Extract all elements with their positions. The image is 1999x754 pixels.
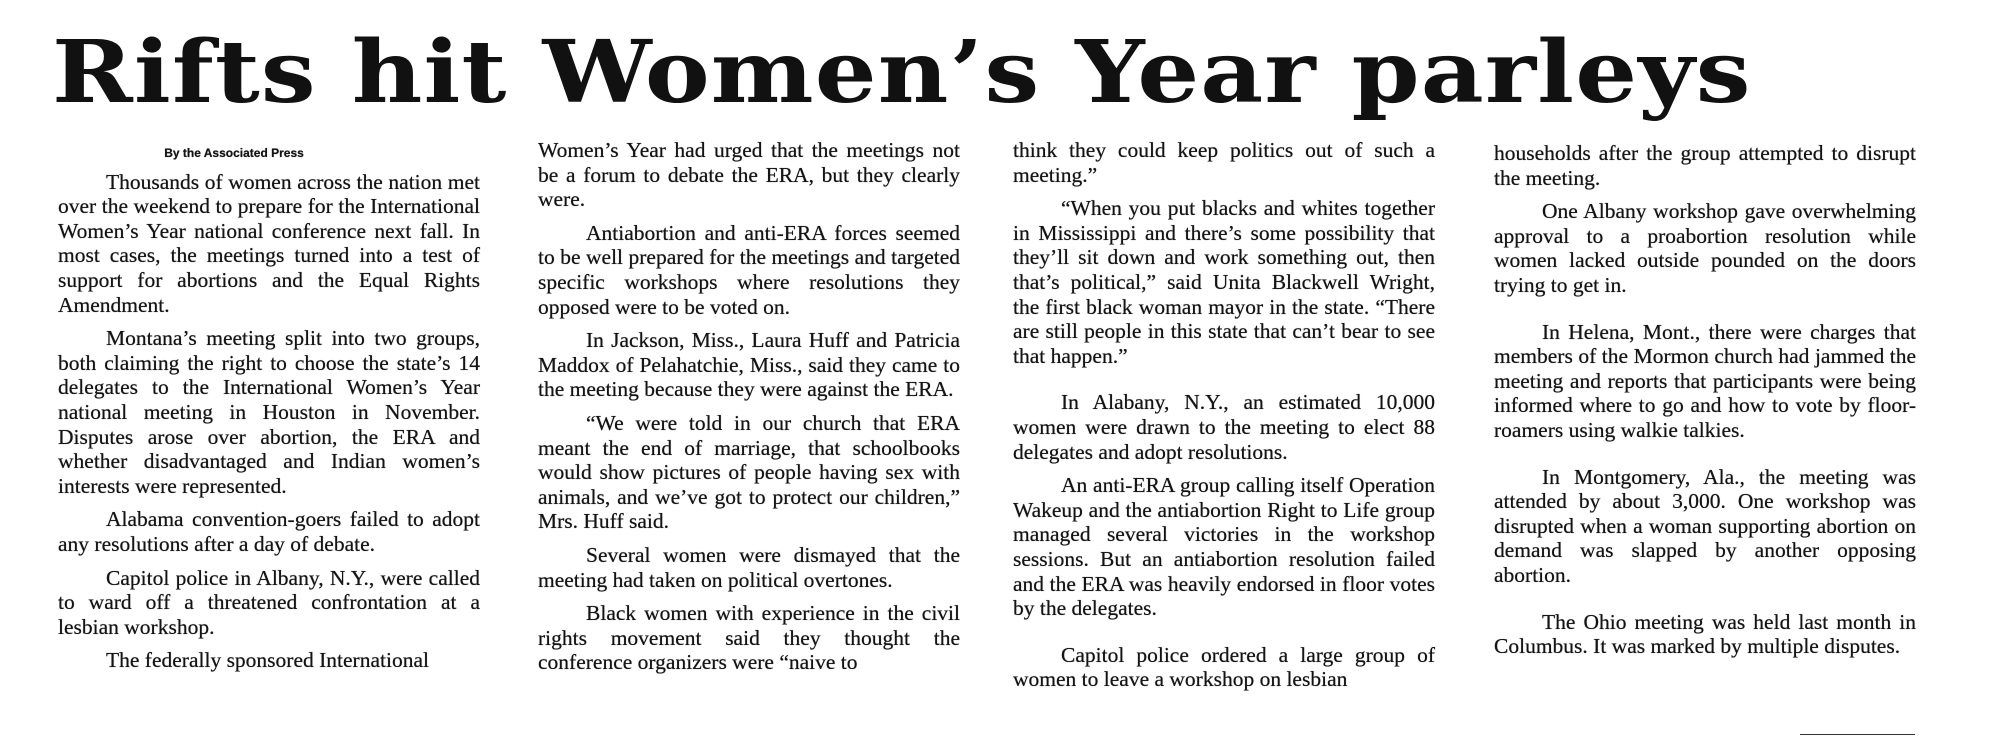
article-column-2 xyxy=(538,138,960,684)
paragraph: think they could keep politics out of such a meeting.” xyxy=(1013,138,1435,187)
paragraph: Montana’s meeting split into two groups, both claiming the right to choose the state’s 14 delegates to the International Women’s Year national meeting in Houston in November. Disputes arose over abortion, the ERA and whether disadvantaged and Indian women’s interests were represented. xyxy=(58,326,480,498)
paragraph: Capitol police in Albany, N.Y., were called to ward off a threatened confrontation at a lesbian workshop. xyxy=(58,565,480,639)
paragraph: Thousands of women across the nation met over the weekend to prepare for the International Women’s Year national conference next fall. In most cases, the meetings turned into a test of support for abortions and the Equal Rights Amendment. xyxy=(58,169,480,317)
paragraph: The federally sponsored International xyxy=(106,648,429,673)
paragraph: One Albany workshop gave overwhelming approval to a proabortion resolution while women lacked outside pounded on the doors trying to get in. xyxy=(1494,199,1916,297)
paragraph: Antiabortion and anti-ERA forces seemed to be well prepared for the meetings and targeted specific workshops where resolutions they opposed were to be voted on. xyxy=(538,220,960,319)
headline: Rifts hit Women’s Year parleys xyxy=(52,22,1752,123)
paragraph: In Jackson, Miss., Laura Huff and Patricia Maddox of Pelahatchie, Miss., said they came to the meeting because they were against the ERA. xyxy=(538,328,960,402)
paragraph: Women’s Year had urged that the meetings not be a forum to debate the ERA, but they clearly were. xyxy=(538,138,960,212)
paragraph: In Montgomery, Ala., the meeting was attended by about 3,000. One workshop was disrupted when a woman supporting abortion on demand was slapped by another opposing abortion. xyxy=(1494,464,1916,587)
paragraph: Several women were dismayed that the meeting had taken on political overtones. xyxy=(538,542,960,592)
paragraph: The Ohio meeting was held last month in Columbus. It was marked by multiple disputes. xyxy=(1494,609,1916,659)
paragraph: “When you put blacks and whites together in Mississippi and there’s some possibility that they’ll sit down and work something out, then that’s political,” said Unita Blackwell Wright, the first black woman mayor in the state. “There are still people in this state that can’t bear to see that happen.” xyxy=(1013,196,1435,368)
paragraph: “We were told in our church that ERA meant the end of marriage, that schoolbooks would show pictures of people having sex with animals, and we’ve got to protect our children,” Mrs. Huff said. xyxy=(538,410,960,534)
paragraph: households after the group attempted to disrupt the meeting. xyxy=(1494,141,1916,190)
article-column-3 xyxy=(1013,138,1435,701)
article-column-1 xyxy=(58,141,480,682)
article-column-4 xyxy=(1494,141,1916,668)
paragraph: Capitol police ordered a large group of women to leave a workshop on lesbian xyxy=(1013,642,1435,692)
paragraph: Alabama convention-goers failed to adopt any resolutions after a day of debate. xyxy=(58,507,480,556)
paragraph: An anti-ERA group calling itself Operation Wakeup and the antiabortion Right to Life group managed several victories in the workshop sessions. But an antiabortion resolution failed and the ERA was heavily endorsed in floor votes by the delegates. xyxy=(1013,473,1435,621)
paragraph: In Helena, Mont., there were charges that members of the Mormon church had jammed the meeting and reports that participants were being informed where to go and how to vote by floor-roamers using walkie talkies. xyxy=(1494,319,1916,442)
byline: By the Associated Press xyxy=(164,146,304,160)
end-rule xyxy=(1800,734,1915,735)
paragraph: Black women with experience in the civil rights movement said they thought the conference organizers were “naive to xyxy=(538,601,960,675)
paragraph: In Alabany, N.Y., an estimated 10,000 women were drawn to the meeting to elect 88 delegates and adopt resolutions. xyxy=(1013,390,1435,464)
